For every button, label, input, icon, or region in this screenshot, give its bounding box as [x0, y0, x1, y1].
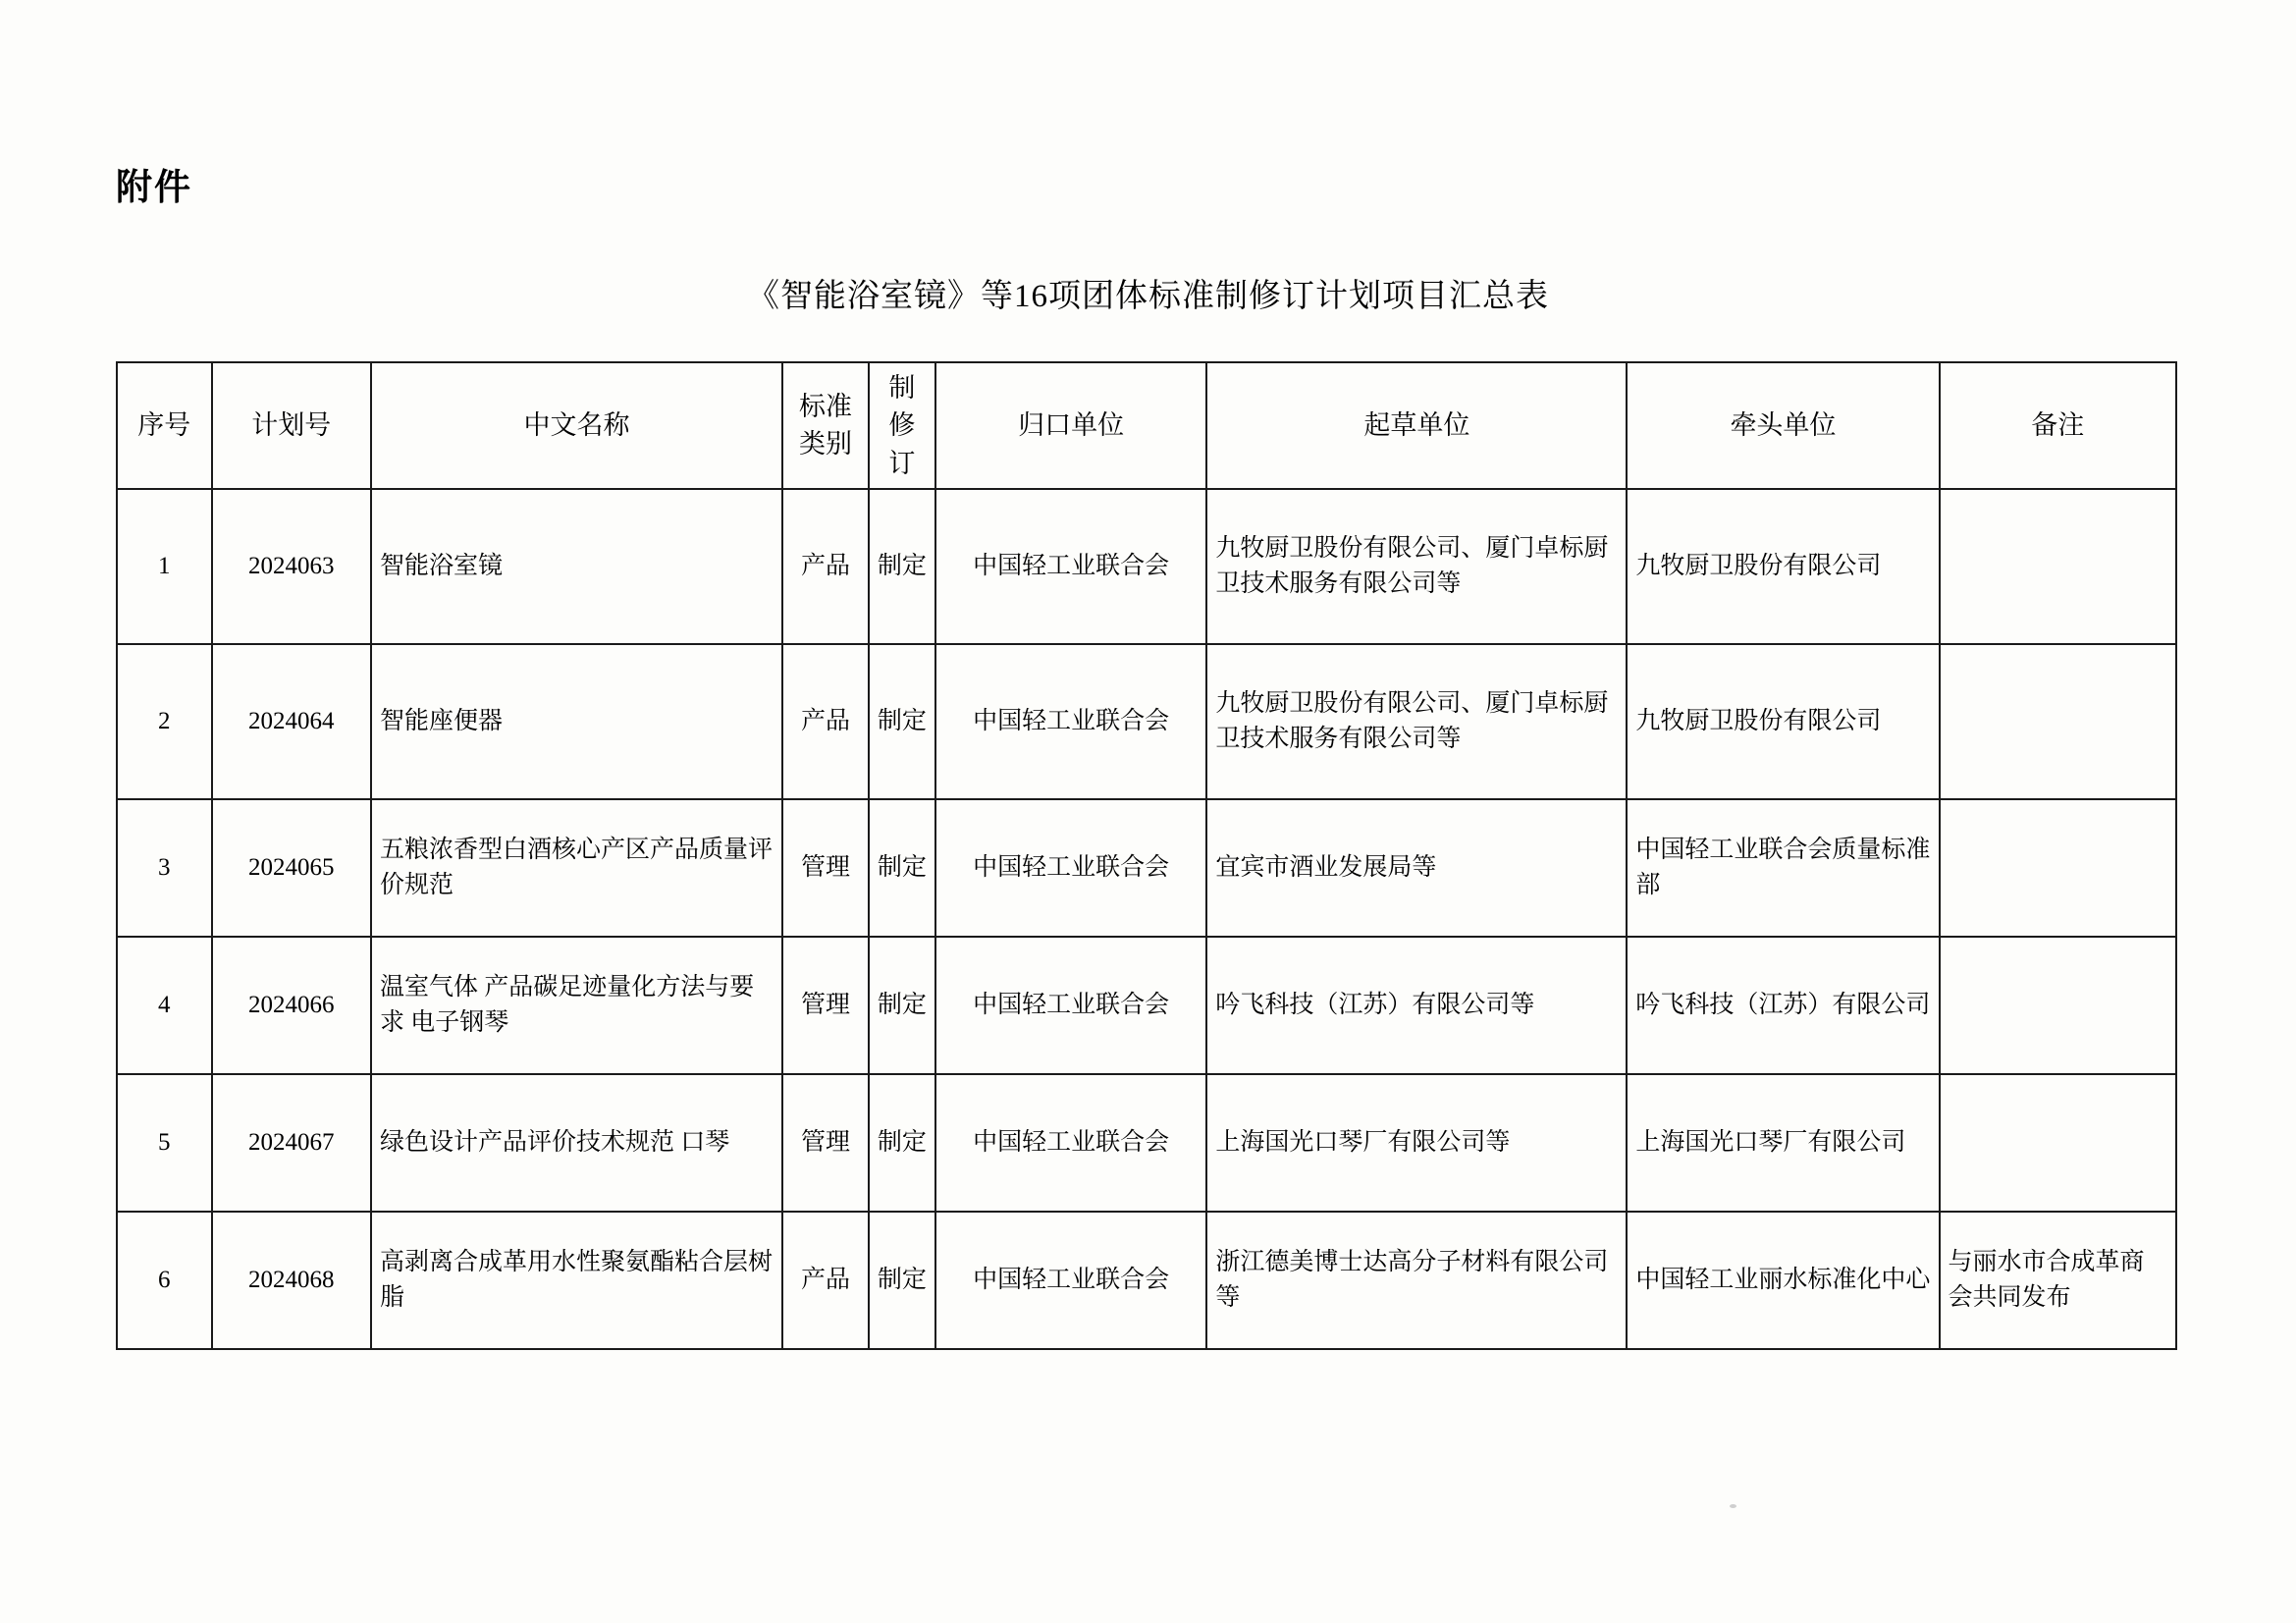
cell-lead-unit: 上海国光口琴厂有限公司 — [1627, 1074, 1939, 1212]
page-title: 《智能浴室镜》等16项团体标准制修订计划项目汇总表 — [747, 279, 1549, 314]
cell-lead-unit: 九牧厨卫股份有限公司 — [1627, 644, 1939, 799]
column-header-revision-line1: 制修 — [888, 373, 916, 441]
cell-index: 1 — [117, 489, 212, 644]
column-header-index: 序号 — [117, 362, 212, 489]
table-row — [117, 489, 2176, 644]
cell-remark — [1940, 644, 2176, 799]
cell-drafting-unit: 九牧厨卫股份有限公司、厦门卓标厨卫技术服务有限公司等 — [1206, 644, 1627, 799]
cell-chinese-name: 绿色设计产品评价技术规范 口琴 — [371, 1074, 782, 1212]
cell-index: 5 — [117, 1074, 212, 1212]
cell-drafting-unit: 上海国光口琴厂有限公司等 — [1206, 1074, 1627, 1212]
cell-standard-category: 管理 — [782, 937, 869, 1074]
cell-chinese-name: 五粮浓香型白酒核心产区产品质量评价规范 — [371, 799, 782, 937]
cell-drafting-unit: 宜宾市酒业发展局等 — [1206, 799, 1627, 937]
cell-remark — [1940, 799, 2176, 937]
cell-revision: 制定 — [869, 799, 935, 937]
cell-drafting-unit: 九牧厨卫股份有限公司、厦门卓标厨卫技术服务有限公司等 — [1206, 489, 1627, 644]
column-header-standard-category-line2: 类别 — [798, 429, 852, 460]
cell-plan-no: 2024067 — [212, 1074, 371, 1212]
cell-standard-category: 产品 — [782, 644, 869, 799]
cell-plan-no: 2024066 — [212, 937, 371, 1074]
column-header-standard-category-line1: 标准 — [798, 392, 852, 422]
cell-lead-unit: 九牧厨卫股份有限公司 — [1627, 489, 1939, 644]
cell-plan-no: 2024063 — [212, 489, 371, 644]
table-header-row — [117, 362, 2176, 489]
attachment-label: 附件 — [116, 168, 192, 208]
cell-remark — [1940, 937, 2176, 1074]
column-header-revision-line2: 订 — [888, 448, 916, 478]
column-header-owner-unit: 归口单位 — [935, 362, 1207, 489]
cell-revision: 制定 — [869, 937, 935, 1074]
cell-remark: 与丽水市合成革商会共同发布 — [1940, 1212, 2176, 1349]
cell-revision: 制定 — [869, 1212, 935, 1349]
cell-plan-no: 2024064 — [212, 644, 371, 799]
table-row — [117, 799, 2176, 937]
cell-chinese-name: 高剥离合成革用水性聚氨酯粘合层树脂 — [371, 1212, 782, 1349]
plan-summary-table — [116, 361, 2177, 1350]
column-header-remark: 备注 — [1940, 362, 2176, 489]
plan-table-container — [116, 361, 2177, 1350]
cell-drafting-unit: 浙江德美博士达高分子材料有限公司等 — [1206, 1212, 1627, 1349]
cell-lead-unit: 吟飞科技（江苏）有限公司 — [1627, 937, 1939, 1074]
cell-index: 3 — [117, 799, 212, 937]
table-header — [117, 362, 2176, 489]
column-header-plan-no: 计划号 — [212, 362, 371, 489]
cell-revision: 制定 — [869, 489, 935, 644]
cell-owner-unit: 中国轻工业联合会 — [935, 1074, 1207, 1212]
cell-owner-unit: 中国轻工业联合会 — [935, 489, 1207, 644]
column-header-drafting-unit: 起草单位 — [1206, 362, 1627, 489]
scan-speck — [1730, 1504, 1736, 1508]
cell-index: 2 — [117, 644, 212, 799]
table-row — [117, 644, 2176, 799]
table-row — [117, 937, 2176, 1074]
cell-chinese-name: 智能浴室镜 — [371, 489, 782, 644]
cell-plan-no: 2024065 — [212, 799, 371, 937]
table-row — [117, 1074, 2176, 1212]
cell-drafting-unit: 吟飞科技（江苏）有限公司等 — [1206, 937, 1627, 1074]
table-row — [117, 1212, 2176, 1349]
cell-remark — [1940, 1074, 2176, 1212]
cell-standard-category: 产品 — [782, 1212, 869, 1349]
table-body — [117, 489, 2176, 1349]
column-header-standard-category — [782, 362, 869, 489]
cell-index: 6 — [117, 1212, 212, 1349]
column-header-lead-unit: 牵头单位 — [1627, 362, 1939, 489]
cell-index: 4 — [117, 937, 212, 1074]
cell-standard-category: 产品 — [782, 489, 869, 644]
cell-standard-category: 管理 — [782, 1074, 869, 1212]
cell-revision: 制定 — [869, 644, 935, 799]
cell-plan-no: 2024068 — [212, 1212, 371, 1349]
cell-lead-unit: 中国轻工业联合会质量标准部 — [1627, 799, 1939, 937]
column-header-chinese-name: 中文名称 — [371, 362, 782, 489]
column-header-revision — [869, 362, 935, 489]
cell-lead-unit: 中国轻工业丽水标准化中心 — [1627, 1212, 1939, 1349]
cell-chinese-name: 温室气体 产品碳足迹量化方法与要求 电子钢琴 — [371, 937, 782, 1074]
cell-revision: 制定 — [869, 1074, 935, 1212]
cell-owner-unit: 中国轻工业联合会 — [935, 1212, 1207, 1349]
cell-owner-unit: 中国轻工业联合会 — [935, 799, 1207, 937]
cell-chinese-name: 智能座便器 — [371, 644, 782, 799]
cell-owner-unit: 中国轻工业联合会 — [935, 937, 1207, 1074]
cell-owner-unit: 中国轻工业联合会 — [935, 644, 1207, 799]
cell-remark — [1940, 489, 2176, 644]
cell-standard-category: 管理 — [782, 799, 869, 937]
